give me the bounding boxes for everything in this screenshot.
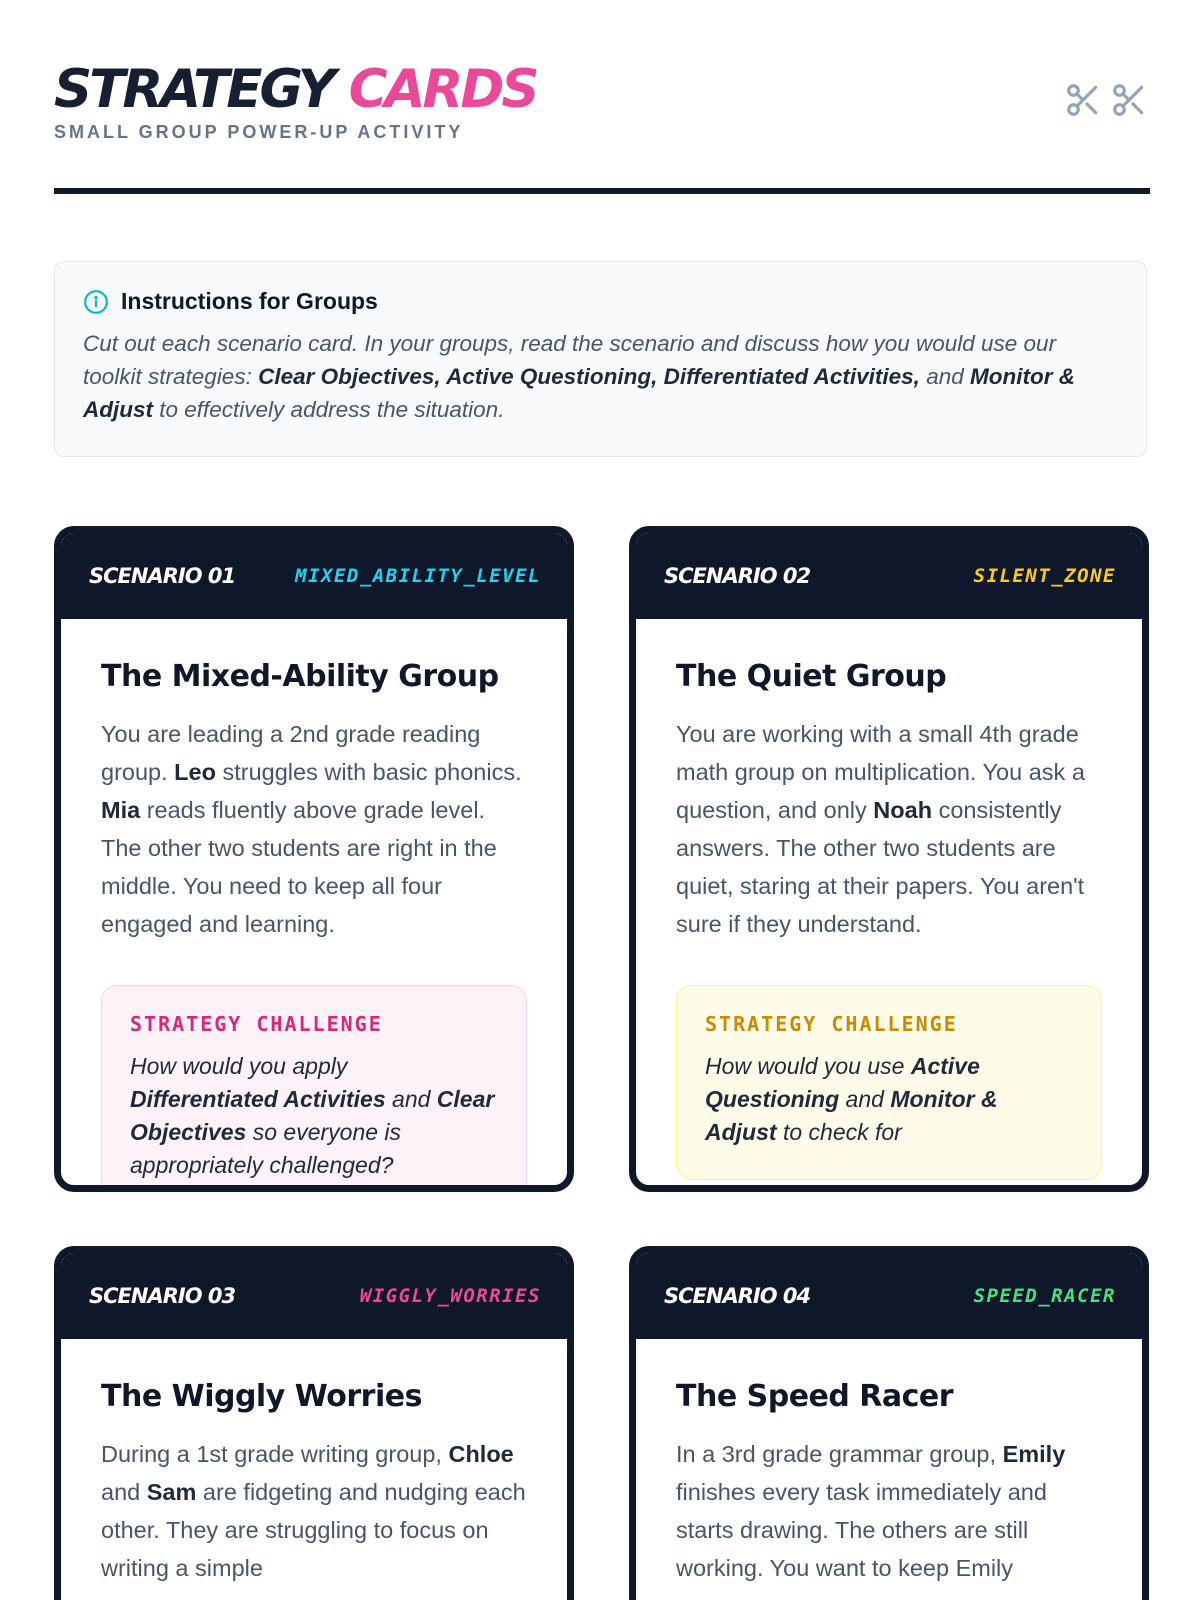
card-description: In a 3rd grade grammar group, Emily finishes every task immediately and starts drawing. The others are still working. You want to keep Emily	[676, 1441, 1066, 1581]
scenario-tag: MIXED_ABILITY_LEVEL	[295, 565, 541, 587]
scenario-card-2	[629, 526, 1149, 1192]
scenario-card-4	[629, 1246, 1149, 1600]
card-header	[636, 1253, 1142, 1339]
info-icon	[83, 289, 109, 315]
card-header	[61, 533, 567, 619]
scenario-tag: WIGGLY_WORRIES	[359, 1285, 541, 1307]
challenge-text: How would you use Active Questioning and Monitor & Adjust to check for	[705, 1053, 998, 1145]
card-description: You are leading a 2nd grade reading group. Leo struggles with basic phonics. Mia reads fluently above grade level. The other two students are right in the middle. You need to keep all four engaged and learning.	[101, 721, 522, 937]
instructions-box	[54, 261, 1147, 457]
challenge-label: STRATEGY CHALLENGE	[705, 1012, 958, 1036]
strategy-challenge	[676, 985, 1102, 1180]
scenario-card-3	[54, 1246, 574, 1600]
card-description: You are working with a small 4th grade math group on multiplication. You ask a question, and only Noah consistently answers. The other two students are quiet, staring at their papers. You aren't sure if they understand.	[676, 721, 1085, 937]
scenario-label: SCENARIO 03	[89, 1284, 236, 1308]
card-description: During a 1st grade writing group, Chloe and Sam are fidgeting and nudging each other. They are struggling to focus on writing a simple	[101, 1441, 526, 1581]
header-divider	[54, 188, 1150, 194]
page-header	[54, 60, 1148, 194]
page-subtitle: SMALL GROUP POWER-UP ACTIVITY	[54, 122, 464, 142]
scenario-card-1	[54, 526, 574, 1192]
scissors-icons	[1064, 80, 1148, 120]
card-header	[61, 1253, 567, 1339]
page-title	[54, 60, 1148, 120]
title-part-strategy: STRATEGY	[54, 59, 349, 120]
scenario-tag: SILENT_ZONE	[973, 565, 1116, 587]
title-part-cards: CARDS	[348, 59, 537, 120]
card-title: The Wiggly Worries	[101, 1379, 422, 1414]
scissors-icon	[1064, 80, 1102, 120]
card-title: The Speed Racer	[676, 1379, 954, 1414]
scenario-label: SCENARIO 04	[664, 1284, 811, 1308]
strategy-challenge	[101, 985, 527, 1192]
scenario-label: SCENARIO 01	[89, 564, 236, 588]
instructions-title: Instructions for Groups	[121, 288, 378, 314]
challenge-label: STRATEGY CHALLENGE	[130, 1012, 383, 1036]
scenario-label: SCENARIO 02	[664, 564, 811, 588]
card-header	[636, 533, 1142, 619]
scissors-icon	[1110, 80, 1148, 120]
scenario-tag: SPEED_RACER	[973, 1285, 1116, 1307]
challenge-text: How would you apply Differentiated Activities and Clear Objectives so everyone is appropriately challenged?	[130, 1053, 495, 1178]
card-title: The Quiet Group	[676, 659, 947, 694]
card-title: The Mixed-Ability Group	[101, 659, 499, 694]
instructions-text: Cut out each scenario card. In your groups, read the scenario and discuss how you would use our toolkit strategies: Clear Objectives, Active Questioning, Differentiated Activities, and Monitor & Adjust to effectively address the situation.	[83, 331, 1075, 422]
